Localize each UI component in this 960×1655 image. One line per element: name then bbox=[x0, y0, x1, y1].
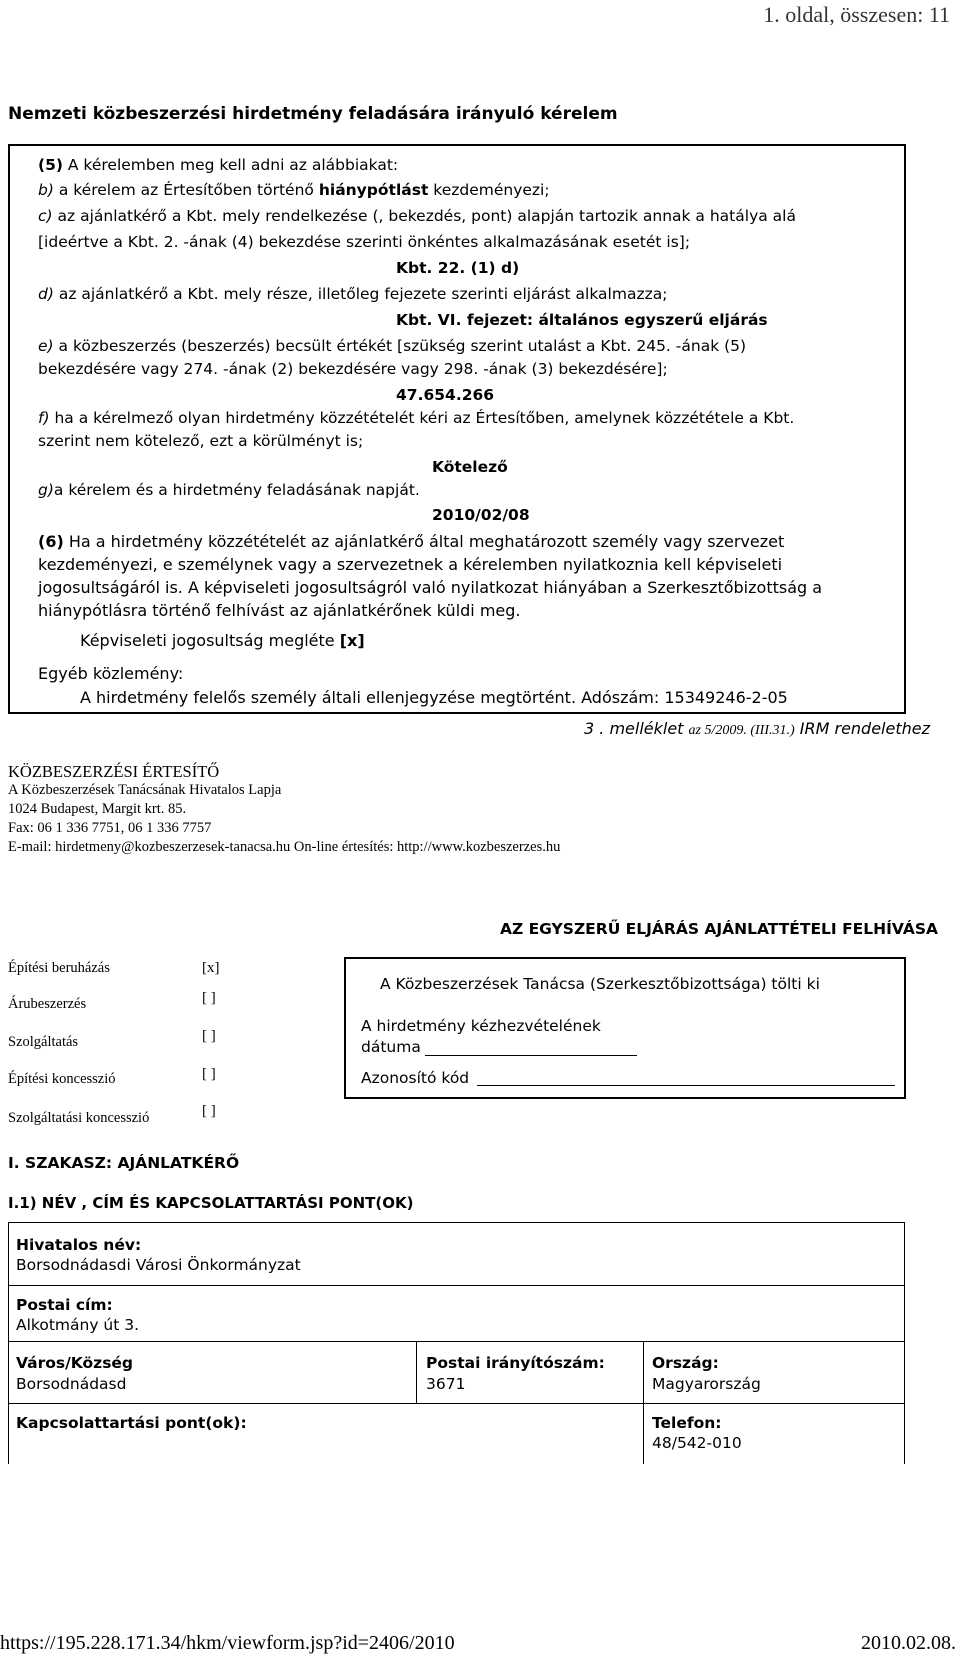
contract-type-checkbox[interactable]: [ ] bbox=[202, 1066, 216, 1082]
item-d-value: Kbt. VI. fejezet: általános egyszerű eljárás bbox=[396, 311, 768, 329]
council-box-title: A Közbeszerzések Tanácsa (Szerkesztőbizottsága) tölti ki bbox=[380, 975, 820, 993]
contract-type-checkbox[interactable]: [ ] bbox=[202, 1103, 216, 1119]
contact-point-label: Kapcsolattartási pont(ok): bbox=[16, 1414, 247, 1432]
postal-address-label: Postai cím: bbox=[16, 1296, 113, 1314]
publisher-fax: Fax: 06 1 336 7751, 06 1 336 7757 bbox=[8, 820, 212, 836]
contract-type-checkbox[interactable]: [x] bbox=[202, 960, 220, 976]
other-notice-text: A hirdetmény felelős személy általi ellenjegyzése megtörtént. Adószám: 15349246-2-05 bbox=[80, 688, 788, 707]
item-c-value: Kbt. 22. (1) d) bbox=[396, 259, 520, 277]
item-f-line1: f) ha a kérelmező olyan hirdetmény közzétételét kéri az Értesítőben, amelynek közzététele a Kbt. bbox=[38, 409, 795, 427]
paragraph-6-line3: jogosultságáról is. A képviseleti jogosultságról való nyilatkozat hiányában a Szerkesztőbizottság a bbox=[38, 578, 823, 597]
item-g: g)a kérelem és a hirdetmény feladásának napját. bbox=[38, 481, 420, 499]
item-g-value: 2010/02/08 bbox=[432, 506, 530, 524]
item-b: b) a kérelem az Értesítőben történő hiánypótlást kezdeményezi; bbox=[38, 181, 550, 199]
receipt-date-field[interactable] bbox=[425, 1055, 637, 1056]
item-e-value: 47.654.266 bbox=[396, 386, 495, 404]
receipt-label-line1: A hirdetmény kézhezvételének bbox=[361, 1017, 601, 1035]
country-value: Magyarország bbox=[652, 1375, 761, 1393]
official-name-label: Hivatalos név: bbox=[16, 1236, 142, 1254]
footer-url[interactable]: https://195.228.171.34/hkm/viewform.jsp?id=2406/2010 bbox=[0, 1632, 455, 1654]
item-f-value: Kötelező bbox=[432, 458, 508, 476]
zip-value: 3671 bbox=[426, 1375, 466, 1393]
contract-type-checkbox[interactable]: [ ] bbox=[202, 990, 216, 1006]
paragraph-5: (5) A kérelemben meg kell adni az alábbiakat: bbox=[38, 156, 399, 174]
item-d: d) az ajánlatkérő a Kbt. mely része, illetőleg fejezete szerinti eljárást alkalmazza; bbox=[38, 285, 668, 303]
phone-value: 48/542-010 bbox=[652, 1434, 742, 1452]
item-f-line2: szerint nem kötelező, ezt a körülményt is; bbox=[38, 432, 364, 450]
official-name-value: Borsodnádasdi Városi Önkormányzat bbox=[16, 1256, 301, 1274]
item-c-line1: c) az ajánlatkérő a Kbt. mely rendelkezése (, bekezdés, pont) alapján tartozik annak a hatálya alá bbox=[38, 207, 796, 225]
id-code-label: Azonosító kód bbox=[361, 1069, 470, 1087]
country-label: Ország: bbox=[652, 1354, 719, 1372]
paragraph-6-line2: kezdeményezi, e személynek vagy a szervezetnek a kérelemben nyilatkoznia kell képviseleti bbox=[38, 555, 783, 574]
page-counter: 1. oldal, összesen: 11 bbox=[763, 2, 950, 27]
publisher-name: KÖZBESZERZÉSI ÉRTESÍTŐ bbox=[8, 762, 220, 781]
item-e-line1: e) a közbeszerzés (beszerzés) becsült értékét [szükség szerint utalást a Kbt. 245. -ának (5) bbox=[38, 337, 747, 355]
publisher-address: 1024 Budapest, Margit krt. 85. bbox=[8, 801, 187, 817]
publisher-email: E-mail: hirdetmeny@kozbeszerzesek-tanacsa.hu On-line értesítés: http://www.kozbeszerzes.hu bbox=[8, 839, 561, 855]
other-notice-label: Egyéb közlemény: bbox=[38, 664, 184, 683]
request-title: Nemzeti közbeszerzési hirdetmény feladására irányuló kérelem bbox=[8, 104, 618, 124]
zip-label: Postai irányítószám: bbox=[426, 1354, 605, 1372]
city-value: Borsodnádasd bbox=[16, 1375, 127, 1393]
item-c-line2: [ideértve a Kbt. 2. -ának (4) bekezdése szerinti önkéntes alkalmazásának esetét is]; bbox=[38, 233, 691, 251]
id-code-field[interactable] bbox=[477, 1085, 895, 1086]
publisher-org: A Közbeszerzések Tanácsának Hivatalos Lapja bbox=[8, 782, 282, 798]
contract-type-label: Szolgáltatási koncesszió bbox=[8, 1110, 150, 1126]
notice-title: AZ EGYSZERŰ ELJÁRÁS AJÁNLATTÉTELI FELHÍVÁSA bbox=[499, 920, 938, 938]
representation-statement: Képviseleti jogosultság megléte [x] bbox=[80, 631, 365, 650]
annex-reference: 3 . melléklet az 5/2009. (III.31.) IRM rendelethez bbox=[584, 719, 930, 738]
contract-type-label: Építési beruházás bbox=[8, 960, 110, 976]
contract-type-label: Építési koncesszió bbox=[8, 1071, 116, 1087]
postal-address-value: Alkotmány út 3. bbox=[16, 1316, 140, 1334]
receipt-label-line2: dátuma bbox=[361, 1038, 421, 1056]
phone-label: Telefon: bbox=[652, 1414, 722, 1432]
contract-type-label: Árubeszerzés bbox=[8, 996, 87, 1012]
section-1-1-title: I.1) NÉV , CÍM ÉS KAPCSOLATTARTÁSI PONT(OK) bbox=[8, 1194, 414, 1212]
section-1-title: I. SZAKASZ: AJÁNLATKÉRŐ bbox=[8, 1154, 240, 1172]
paragraph-6-line1: (6) Ha a hirdetmény közzétételét az ajánlatkérő által meghatározott személy vagy szervezet bbox=[38, 532, 785, 551]
contract-type-label: Szolgáltatás bbox=[8, 1034, 79, 1050]
city-label: Város/Község bbox=[16, 1354, 134, 1372]
contract-type-checkbox[interactable]: [ ] bbox=[202, 1028, 216, 1044]
item-e-line2: bekezdésére vagy 274. -ának (2) bekezdésére vagy 298. -ának (3) bekezdésére]; bbox=[38, 360, 668, 378]
footer-date: 2010.02.08. bbox=[861, 1632, 956, 1654]
paragraph-6-line4: hiánypótlásra történő felhívást az ajánlatkérőnek küldi meg. bbox=[38, 601, 521, 620]
representation-checkbox: [x] bbox=[339, 631, 365, 650]
